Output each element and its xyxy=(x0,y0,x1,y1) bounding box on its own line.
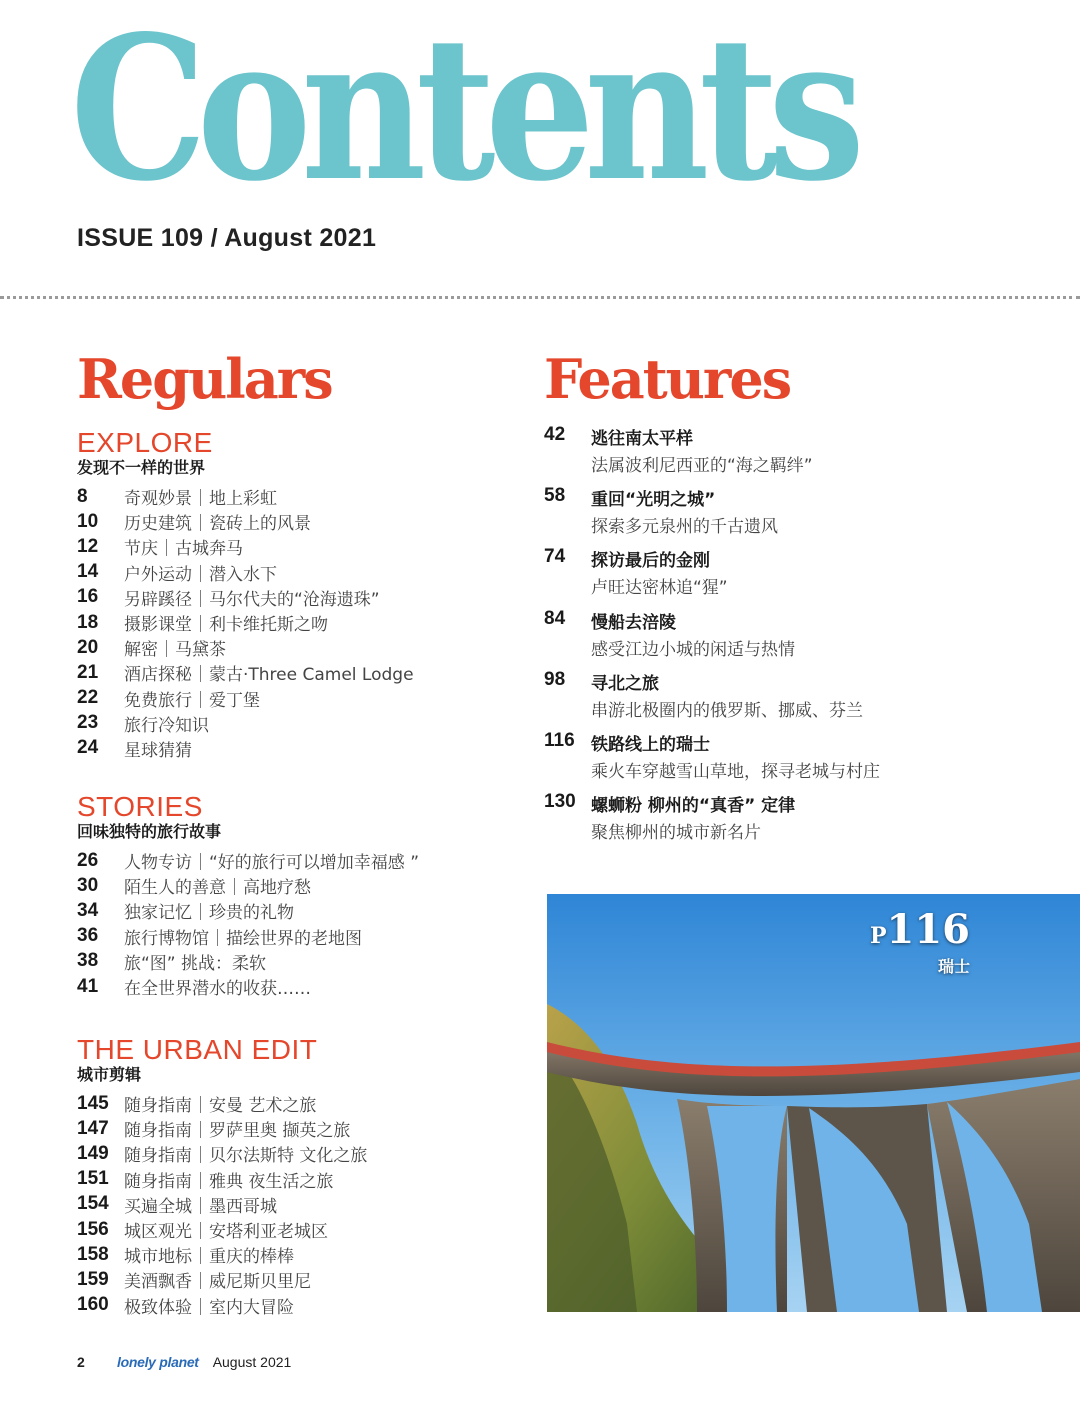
toc-page-number: 158 xyxy=(77,1243,109,1265)
feature-title: 螺蛳粉 柳州的“真香” 定律 xyxy=(591,796,796,817)
feature-entry[interactable] xyxy=(544,669,1044,730)
toc-page-number: 22 xyxy=(77,687,99,709)
toc-entry[interactable] xyxy=(77,610,414,635)
toc-entry-text: 城市地标｜重庆的棒棒 xyxy=(124,1247,294,1268)
feature-subtitle: 聚焦柳州的城市新名片 xyxy=(591,823,761,844)
toc-page-number: 21 xyxy=(77,661,99,683)
toc-entry[interactable] xyxy=(77,924,419,949)
toc-entry-text: 奇观妙景｜地上彩虹 xyxy=(124,489,277,510)
features-heading: Features xyxy=(544,347,791,411)
toc-entry-text: 随身指南｜安曼 艺术之旅 xyxy=(124,1096,317,1117)
feature-title: 铁路线上的瑞士 xyxy=(591,734,710,755)
toc-page-number: 26 xyxy=(77,849,99,871)
toc-page-number: 160 xyxy=(77,1294,109,1316)
feature-subtitle: 串游北极圈内的俄罗斯、挪威、芬兰 xyxy=(591,700,863,721)
toc-page-number: 149 xyxy=(77,1142,109,1164)
toc-entry[interactable] xyxy=(77,1217,367,1242)
feature-entry[interactable] xyxy=(544,791,1044,852)
toc-entry[interactable] xyxy=(77,686,414,711)
category-title: THE URBAN EDIT xyxy=(77,1034,318,1065)
toc-entry[interactable] xyxy=(77,635,414,660)
toc-page-number: 36 xyxy=(77,925,99,947)
feature-page-number: 74 xyxy=(544,546,566,568)
toc-entry-text: 陌生人的善意｜高地疗愁 xyxy=(124,878,311,899)
feature-title: 慢船去涪陵 xyxy=(591,612,676,633)
category-title: EXPLORE xyxy=(77,427,213,458)
toc-entry-text: 星球猜猜 xyxy=(124,740,192,761)
toc-entry-text: 人物专访｜“好的旅行可以增加幸福感 ” xyxy=(124,853,420,874)
toc-entry-text: 户外运动｜潜入水下 xyxy=(124,564,277,585)
toc-entry[interactable] xyxy=(77,949,419,974)
feature-title: 寻北之旅 xyxy=(591,673,659,694)
feature-entry[interactable] xyxy=(544,730,1044,791)
toc-page-number: 145 xyxy=(77,1092,109,1114)
toc-entry[interactable] xyxy=(77,1192,367,1217)
toc-entry-text: 节庆｜古城奔马 xyxy=(124,539,243,560)
toc-entry[interactable] xyxy=(77,711,414,736)
toc-page-number: 23 xyxy=(77,712,99,734)
toc-entry-text: 随身指南｜贝尔法斯特 文化之旅 xyxy=(124,1146,368,1167)
feature-subtitle: 乘火车穿越雪山草地，探寻老城与村庄 xyxy=(591,761,880,782)
toc-entry-text: 摄影课堂｜利卡维托斯之吻 xyxy=(124,615,328,636)
toc-page-number: 30 xyxy=(77,874,99,896)
feature-title: 探访最后的金刚 xyxy=(591,551,710,572)
toc-page-number: 156 xyxy=(77,1218,109,1240)
viaduct-illustration xyxy=(547,894,1080,1312)
feature-entry[interactable] xyxy=(544,485,1044,546)
lonely-planet-logo: lonely planet xyxy=(117,1354,199,1370)
toc-entry-text: 旅“图” 挑战：柔软 xyxy=(124,953,267,974)
toc-entry[interactable] xyxy=(77,1242,367,1267)
feature-page-number: 42 xyxy=(544,424,566,445)
feature-subtitle: 探索多元泉州的千古遗风 xyxy=(591,517,778,538)
issue-line: ISSUE 109 / August 2021 xyxy=(77,224,377,252)
toc-entry-text: 免费旅行｜爱丁堡 xyxy=(124,690,260,711)
toc-entry-text: 在全世界潜水的收获…… xyxy=(124,979,311,1000)
category-explore xyxy=(77,428,414,761)
toc-page-number: 38 xyxy=(77,950,99,972)
toc-entry[interactable] xyxy=(77,736,414,761)
features-list xyxy=(544,424,1044,852)
toc-entry[interactable] xyxy=(77,560,414,585)
toc-page-number: 18 xyxy=(77,611,99,633)
toc-page-number: 16 xyxy=(77,586,99,608)
toc-entry-text: 解密｜马黛茶 xyxy=(124,640,226,661)
feature-page-number: 130 xyxy=(544,791,576,813)
toc-entry-text: 城区观光｜安塔利亚老城区 xyxy=(124,1222,328,1243)
toc-page-number: 24 xyxy=(77,737,99,759)
feature-subtitle: 卢旺达密林追“猩” xyxy=(591,578,728,599)
toc-entry[interactable] xyxy=(77,848,419,873)
category-subtitle: 回味独特的旅行故事 xyxy=(77,822,222,841)
feature-page-number: 58 xyxy=(544,485,566,507)
category-subtitle: 城市剪辑 xyxy=(77,1065,142,1084)
toc-entry-text: 极致体验｜室内大冒险 xyxy=(124,1297,294,1318)
toc-entry[interactable] xyxy=(77,974,419,999)
feature-page-number: 98 xyxy=(544,668,566,690)
footer xyxy=(77,1354,291,1370)
feature-entry[interactable] xyxy=(544,608,1044,669)
footer-date: August 2021 xyxy=(212,1354,292,1370)
toc-entry-text: 随身指南｜雅典 夜生活之旅 xyxy=(124,1171,334,1192)
feature-page-number: 84 xyxy=(544,607,566,629)
photo-label xyxy=(869,906,970,977)
toc-page-number: 20 xyxy=(77,636,99,658)
masthead-title: Contents xyxy=(70,0,855,225)
toc-entry[interactable] xyxy=(77,509,414,534)
toc-page-number: 10 xyxy=(77,510,99,532)
feature-subtitle: 感受江边小城的闲适与热情 xyxy=(591,639,795,660)
toc-entry[interactable] xyxy=(77,534,414,559)
category-urban-edit xyxy=(77,1035,367,1318)
toc-entry-text: 旅行冷知识 xyxy=(124,715,209,736)
toc-entry[interactable] xyxy=(77,660,414,685)
toc-entry[interactable] xyxy=(77,1167,367,1192)
toc-page-number: 8 xyxy=(77,485,88,507)
toc-entry[interactable] xyxy=(77,873,419,898)
toc-entry-text: 酒店探秘｜蒙古·Three Camel Lodge xyxy=(124,665,414,686)
photo-page-number: P116 xyxy=(869,906,970,953)
toc-entry[interactable] xyxy=(77,1141,367,1166)
toc-entry[interactable] xyxy=(77,1116,367,1141)
footer-page-number: 2 xyxy=(77,1354,85,1370)
toc-entry[interactable] xyxy=(77,1267,367,1292)
toc-page-number: 159 xyxy=(77,1268,109,1290)
feature-title: 逃往南太平样 xyxy=(591,429,693,449)
toc-entry-text: 旅行博物馆｜描绘世界的老地图 xyxy=(124,928,362,949)
toc-entry-text: 历史建筑｜瓷砖上的风景 xyxy=(124,514,311,535)
toc-entry[interactable] xyxy=(77,484,414,509)
toc-page-number: 14 xyxy=(77,561,99,583)
toc-page-number: 147 xyxy=(77,1117,109,1139)
feature-photo[interactable] xyxy=(547,894,1080,1312)
toc-entry[interactable] xyxy=(77,1091,367,1116)
toc-entry-text: 随身指南｜罗萨里奥 撷英之旅 xyxy=(124,1121,351,1142)
feature-page-number: 116 xyxy=(544,729,575,751)
toc-entry[interactable] xyxy=(77,585,414,610)
dotted-divider xyxy=(0,296,1080,299)
regulars-heading: Regulars xyxy=(77,347,332,411)
toc-entry[interactable] xyxy=(77,1293,367,1318)
feature-entry[interactable] xyxy=(544,424,1044,485)
feature-subtitle: 法属波利尼西亚的“海之羁绊” xyxy=(591,456,813,476)
toc-page-number: 12 xyxy=(77,535,99,557)
toc-page-number: 154 xyxy=(77,1193,109,1215)
toc-entry-text: 美酒飘香｜威尼斯贝里尼 xyxy=(124,1272,311,1293)
category-subtitle: 发现不一样的世界 xyxy=(77,458,206,477)
toc-page-number: 34 xyxy=(77,899,99,921)
toc-page-number: 151 xyxy=(77,1168,109,1190)
toc-entry-text: 另辟蹊径｜马尔代夫的“沧海遗珠” xyxy=(124,589,380,610)
toc-entry-text: 买遍全城｜墨西哥城 xyxy=(124,1196,277,1217)
toc-entry-text: 独家记忆｜珍贵的礼物 xyxy=(124,903,294,924)
category-title: STORIES xyxy=(77,791,203,822)
category-stories xyxy=(77,792,419,999)
toc-page-number: 41 xyxy=(77,975,99,997)
feature-entry[interactable] xyxy=(544,546,1044,607)
photo-caption: 瑞士 xyxy=(937,957,970,976)
feature-title: 重回“光明之城” xyxy=(591,490,716,511)
toc-entry[interactable] xyxy=(77,898,419,923)
